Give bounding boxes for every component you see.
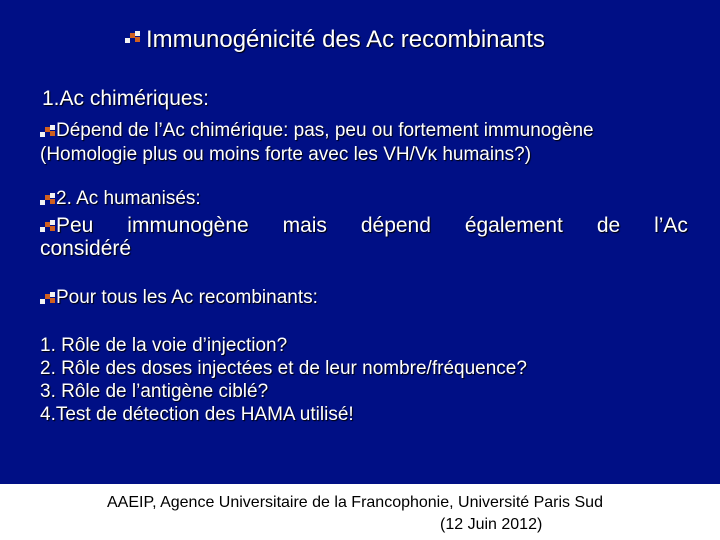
humanised-word: de xyxy=(596,214,621,237)
section-heading-chimeric: 1.Ac chimériques: xyxy=(42,87,209,110)
chimeric-bullet-line1: Dépend de l’Ac chimérique: pas, peu ou fortement immunogène xyxy=(56,120,594,141)
question-item: 4.Test de détection des HAMA utilisé! xyxy=(40,404,354,425)
humanised-word: dépend xyxy=(360,214,431,237)
footer-affiliation: AAEIP, Agence Universitaire de la Francophonie, Université Paris Sud xyxy=(107,494,603,511)
humanised-word: mais xyxy=(282,214,327,237)
footer-date: (12 Juin 2012) xyxy=(440,516,543,533)
bullet-icon xyxy=(40,220,56,232)
humanised-heading: 2. Ac humanisés: xyxy=(56,188,201,209)
humanised-word: également xyxy=(464,214,563,237)
question-item: 1. Rôle de la voie d’injection? xyxy=(40,335,288,356)
slide-title: Immunogénicité des Ac recombinants xyxy=(146,26,545,53)
bullet-icon xyxy=(40,193,56,205)
humanised-word: l’Ac xyxy=(654,214,688,237)
bullet-icon xyxy=(40,125,56,137)
question-item: 3. Rôle de l’antigène ciblé? xyxy=(40,381,269,402)
footer xyxy=(0,484,720,540)
humanised-word: Peu xyxy=(56,214,94,237)
bullet-icon xyxy=(125,31,141,43)
all-recombinants-heading: Pour tous les Ac recombinants: xyxy=(56,287,318,308)
chimeric-bullet-line2: (Homologie plus ou moins forte avec les VH/Vκ humains?) xyxy=(40,144,532,165)
humanised-word: immunogène xyxy=(127,214,249,237)
humanised-bullet-line1 xyxy=(56,214,688,238)
humanised-bullet-line2: considéré xyxy=(40,237,132,260)
bullet-icon xyxy=(40,292,56,304)
question-item: 2. Rôle des doses injectées et de leur nombre/fréquence? xyxy=(40,358,527,379)
